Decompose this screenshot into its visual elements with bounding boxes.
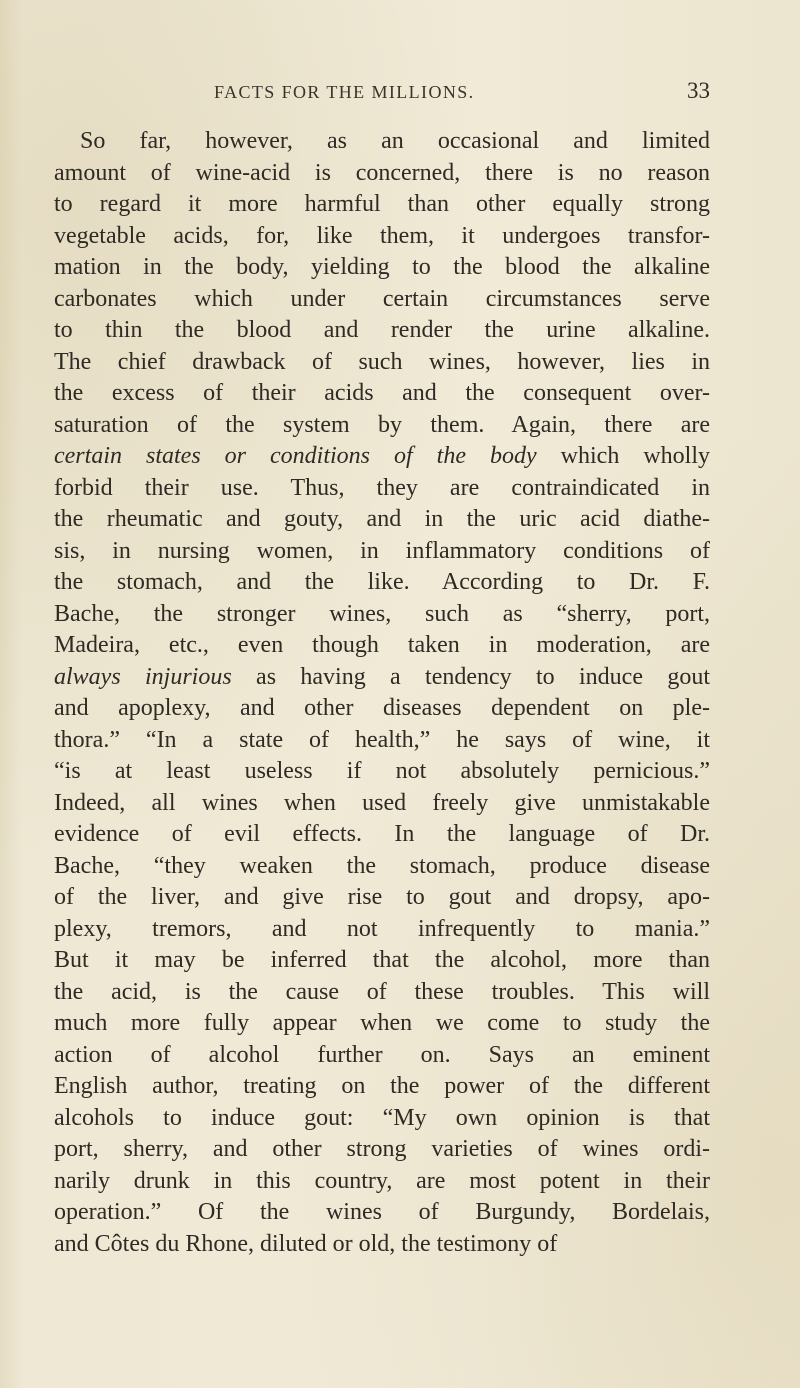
text-line: amount of wine-acid is concerned, there is no reason (54, 159, 710, 186)
body-text (54, 126, 710, 1260)
text-line: port, sherry, and other strong varieties of wines ordi- (54, 1136, 710, 1162)
text-line: Bache, “they weaken the stomach, produce disease (54, 852, 710, 879)
text-line: the rheumatic and gouty, and in the uric acid diathe- (54, 506, 710, 532)
text-line: English author, treating on the power of the different (54, 1073, 710, 1099)
text-line: vegetable acids, for, like them, it undergoes transfor- (54, 222, 710, 249)
text-line: and Côtes du Rhone, diluted or old, the testimony of (54, 1230, 558, 1257)
text-line: the stomach, and the like. According to Dr. F. (54, 569, 710, 595)
text-line: the excess of their acids and the consequent over- (54, 380, 710, 406)
text-line: to thin the blood and render the urine alkaline. (54, 317, 710, 343)
text-line: But it may be inferred that the alcohol, more than (54, 947, 710, 973)
emphasis-text: always injurious (54, 663, 232, 690)
text-line: alcohols to induce gout: “My own opinion is that (54, 1104, 710, 1131)
text-line: much more fully appear when we come to study the (54, 1010, 710, 1036)
text-line: sis, in nursing women, in inflammatory conditions of (54, 537, 710, 564)
text-line: saturation of the system by them. Again, there are (54, 411, 710, 438)
text-line: evidence of evil effects. In the language of Dr. (54, 821, 710, 847)
text-line: the acid, is the cause of these troubles. This will (54, 978, 710, 1005)
text-line: So far, however, as an occasional and limited (80, 128, 710, 154)
text-line: mation in the body, yielding to the blood the alkaline (54, 254, 710, 280)
text-line: action of alcohol further on. Says an eminent (54, 1041, 710, 1068)
text-line: of the liver, and give rise to gout and dropsy, apo- (54, 884, 710, 910)
text-line: plexy, tremors, and not infrequently to mania.” (54, 915, 710, 942)
text-line: certain states or conditions of the body which wholly (54, 443, 711, 469)
text-line: always injurious as having a tendency to induce gout (54, 663, 710, 690)
text-line: thora.” “In a state of health,” he says of wine, it (54, 726, 710, 753)
text-line: Indeed, all wines when used freely give unmistakable (54, 789, 710, 816)
text-line: “is at least useless if not absolutely pernicious.” (54, 758, 710, 784)
text-line: to regard it more harmful than other equally strong (54, 191, 710, 217)
text-line: operation.” Of the wines of Burgundy, Bordelais, (54, 1199, 710, 1225)
running-head (54, 78, 710, 110)
page-number: 33 (687, 78, 710, 103)
text-line: and apoplexy, and other diseases dependent on ple- (54, 695, 710, 721)
emphasis-text: certain states or conditions of the body (54, 443, 537, 469)
text-line: The chief drawback of such wines, however, lies in (54, 348, 710, 375)
text-line: narily drunk in this country, are most potent in their (54, 1167, 710, 1194)
text-line: carbonates which under certain circumstances serve (54, 285, 710, 312)
running-title: FACTS FOR THE MILLIONS. (214, 82, 475, 102)
text-line: forbid their use. Thus, they are contraindicated in (54, 474, 710, 501)
text-line: Bache, the stronger wines, such as “sherry, port, (54, 600, 710, 627)
text-line: Madeira, etc., even though taken in moderation, are (54, 632, 710, 658)
